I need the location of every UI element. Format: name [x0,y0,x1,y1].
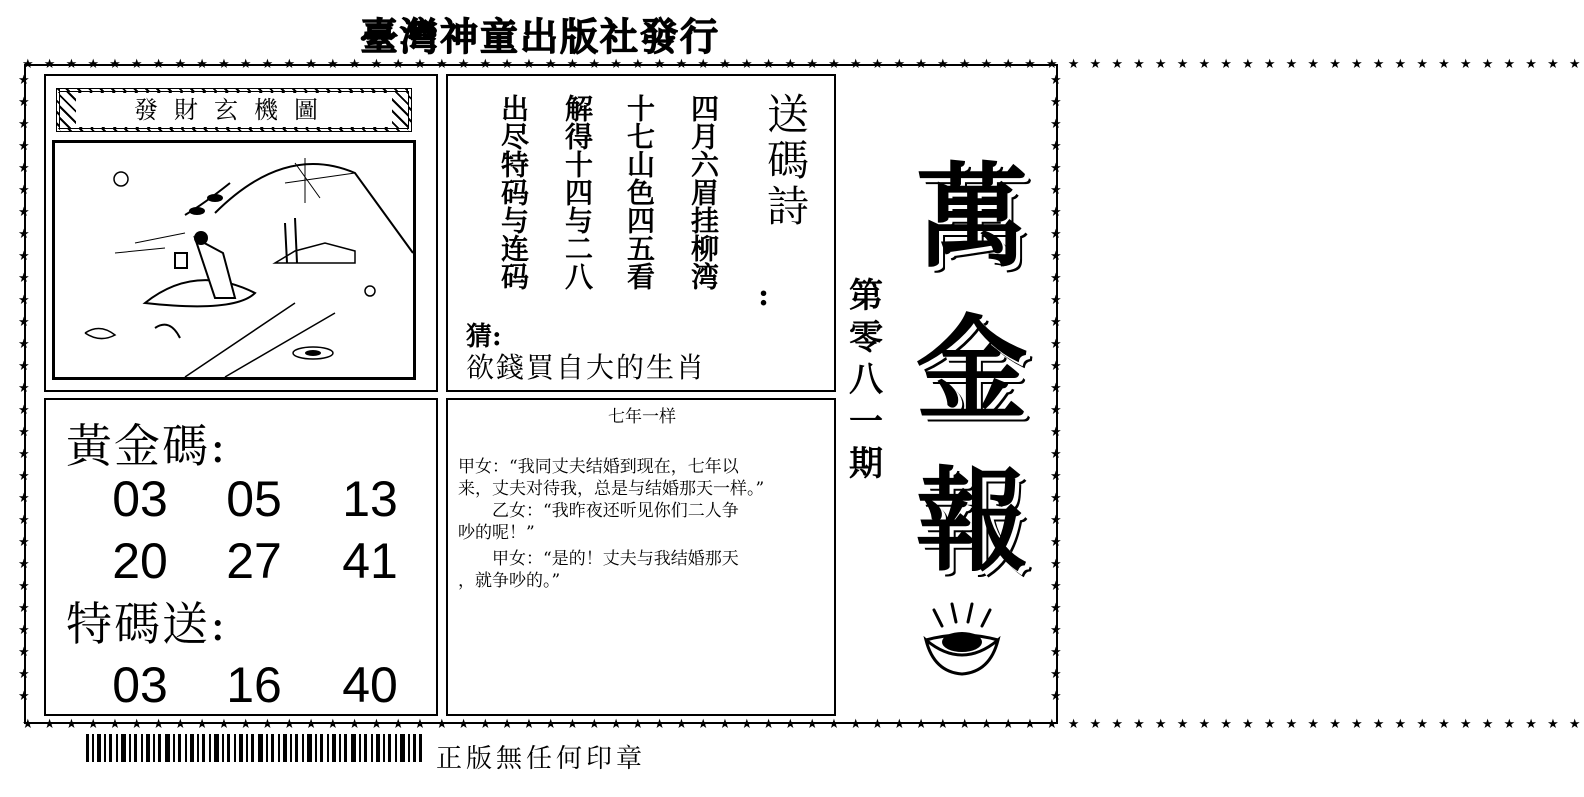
gold-number: 41 [342,533,398,589]
gold-number: 13 [342,471,398,527]
star-border-bottom: ★ ★ ★ ★ ★ ★ ★ ★ ★ ★ ★ ★ ★ ★ ★ ★ ★ ★ ★ ★ ★ ★ ★ ★ ★ ★ ★ ★ ★ ★ ★ ★ ★ ★ ★ ★ ★ ★ ★ ★ ★ ★ ★ ★ ★ ★ ★ ★ ★ ★ ★ ★ ★ ★ ★ ★ ★ ★ ★ ★ ★ ★ ★ ★ ★ ★ ★ ★ ★ ★ ★ ★ [22,717,1584,732]
guess-text: 欲錢買自大的生肖 [466,351,707,384]
poem-line-3: 解得十四与二八 [561,94,594,290]
masthead-char: 金 [916,304,1028,435]
issue-char: 八 [849,360,883,400]
star-border-left: ★ ★ ★ ★ ★ ★ ★ ★ ★ ★ ★ ★ ★ ★ ★ ★ ★ ★ ★ ★ ★ ★ ★ ★ ★ ★ ★ ★ ★ [18,73,30,704]
star-border-right: ★ ★ ★ ★ ★ ★ ★ ★ ★ ★ ★ ★ ★ ★ ★ ★ ★ ★ ★ ★ ★ ★ ★ ★ ★ ★ ★ ★ ★ [1050,73,1062,704]
joke-line: 来，丈夫对待我，总是与结婚那天一样。” [458,479,765,499]
joke-line: 甲女：“是的！丈夫与我结婚那天 [458,549,739,569]
masthead-char: 報 [916,456,1028,587]
picture-title: 發財玄機圖 [76,93,392,127]
landscape-drawing [55,143,413,377]
gold-number: 03 [112,471,168,527]
footer-notice: 正版無任何印章 [436,744,647,774]
gold-numbers-title: 黃金碼: [66,419,228,473]
special-number: 16 [226,657,282,713]
gold-ingot-icon [920,600,1004,684]
special-number: 40 [342,657,398,713]
joke-line: 乙女：“我昨夜还听见你们二人争 [458,501,739,521]
issue-char: 零 [849,318,883,358]
poem-title-text: 送碼詩 [761,92,810,230]
gold-number: 20 [112,533,168,589]
poem-title-colon: : [758,278,770,313]
issue-char: 期 [849,444,883,484]
gold-number: 05 [226,471,282,527]
publisher-header: 臺灣神童出版社發行 [359,14,720,59]
masthead-char: 萬 [916,152,1028,283]
poem-line-4: 出尽特码与连码 [497,94,530,290]
special-number: 03 [112,657,168,713]
guess-label: 猜: [466,322,502,352]
barcode [86,734,422,766]
joke-line: ，就争吵的。” [458,571,561,591]
issue-char: 第 [849,276,883,316]
poem-line-1: 四月六眉挂柳湾 [687,94,720,290]
star-border-top: ★ ★ ★ ★ ★ ★ ★ ★ ★ ★ ★ ★ ★ ★ ★ ★ ★ ★ ★ ★ ★ ★ ★ ★ ★ ★ ★ ★ ★ ★ ★ ★ ★ ★ ★ ★ ★ ★ ★ ★ ★ ★ ★ ★ ★ ★ ★ ★ ★ ★ ★ ★ ★ ★ ★ ★ ★ ★ ★ ★ ★ ★ ★ ★ ★ ★ ★ ★ ★ ★ ★ ★ [22,57,1584,72]
special-numbers-title: 特碼送: [66,597,228,651]
joke-title: 七年一样 [608,407,676,427]
poem-title [750,92,820,230]
fortune-illustration [52,140,416,380]
poem-line-2: 十七山色四五看 [623,94,656,290]
joke-line: 甲女：“我同丈夫结婚到现在，七年以 [458,457,739,477]
issue-char: 一 [849,402,883,442]
joke-line: 吵的呢！” [458,523,535,543]
gold-number: 27 [226,533,282,589]
